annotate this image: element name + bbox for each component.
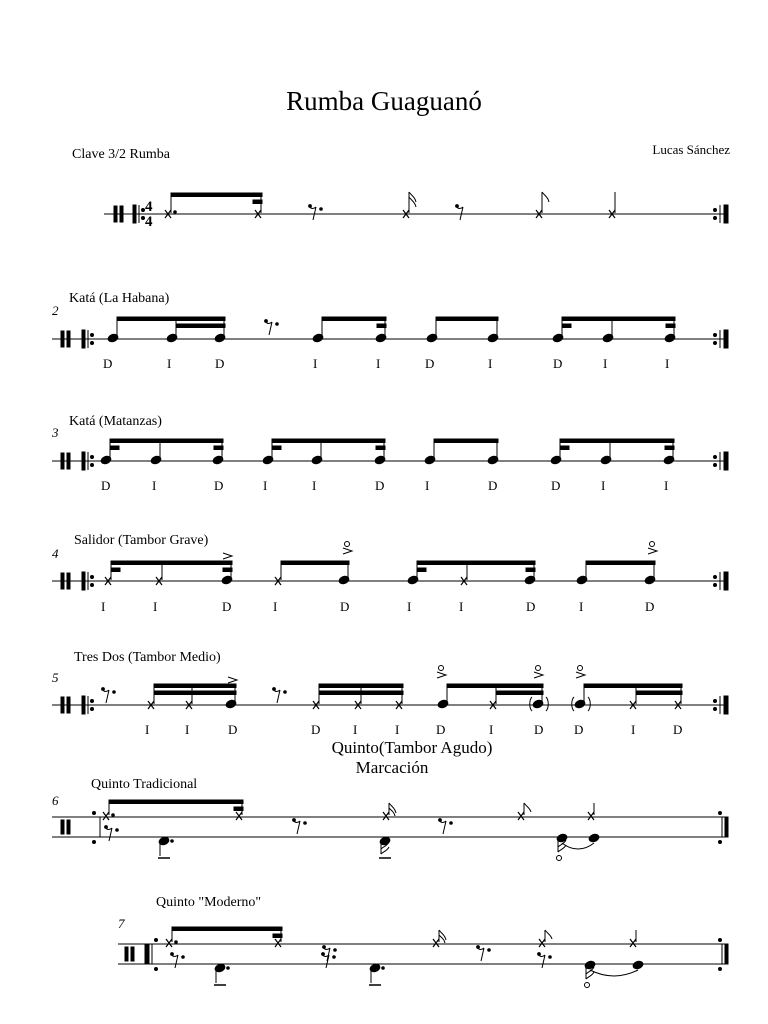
sticking-letter: D	[553, 356, 563, 371]
sticking-letter: I	[376, 356, 381, 371]
staff-label-kata-habana: Katá (La Habana)	[69, 291, 170, 306]
sticking-letter: D	[375, 478, 385, 493]
sticking-letter: D	[551, 478, 561, 493]
sticking-letter: D	[311, 722, 321, 737]
sticking-letter: I	[407, 599, 412, 614]
sticking-letter: I	[425, 478, 430, 493]
sticking-letter: D	[436, 722, 446, 737]
sticking-letter: I	[101, 599, 106, 614]
staff-salidor	[52, 542, 728, 591]
sticking-letter: D	[340, 599, 350, 614]
sticking-letter: D	[425, 356, 435, 371]
sticking-letter: I	[631, 722, 636, 737]
note-heads	[107, 333, 676, 343]
sticking-letter: I	[579, 599, 584, 614]
sticking-letter: I	[152, 478, 157, 493]
staff-label-kata-matanzas: Katá (Matanzas)	[69, 414, 162, 429]
sticking-letter: I	[353, 722, 358, 737]
sticking-letter: I	[665, 356, 670, 371]
sticking-letter: D	[103, 356, 113, 371]
sticking-letter: D	[645, 599, 655, 614]
sticking-letter: D	[214, 478, 224, 493]
sticking-letter: I	[153, 599, 158, 614]
score-title: Rumba Guaguanó	[286, 86, 482, 116]
sticking-letter: I	[313, 356, 318, 371]
staff-label-clave: Clave 3/2 Rumba	[72, 147, 170, 162]
staff-clave	[104, 192, 728, 230]
sticking-letter: I	[489, 722, 494, 737]
staff-label-salidor: Salidor (Tambor Grave)	[74, 533, 209, 548]
staff-label-tres-dos: Tres Dos (Tambor Medio)	[74, 650, 221, 665]
sticking-letter: D	[488, 478, 498, 493]
composer-name: Lucas Sánchez	[652, 142, 730, 157]
sticking-letter: I	[488, 356, 493, 371]
sticking-letter: I	[185, 722, 190, 737]
measure-number-4: 4	[52, 546, 59, 561]
staff-kata-matanzas	[52, 439, 728, 470]
sticking-letter: I	[312, 478, 317, 493]
sticking-letter: I	[664, 478, 669, 493]
sticking-letter: I	[459, 599, 464, 614]
measure-number-6: 6	[52, 793, 59, 808]
sticking-letter: D	[574, 722, 584, 737]
section-header-marcacion: Marcación	[355, 758, 429, 777]
sticking-letter: I	[263, 478, 268, 493]
sticking-letter: D	[101, 478, 111, 493]
sticking-letter: D	[228, 722, 238, 737]
sticking-letter: D	[534, 722, 544, 737]
staff-label-quinto-moderno: Quinto "Moderno"	[156, 895, 262, 910]
measure-number-2: 2	[52, 303, 59, 318]
time-signature-bottom: 4	[145, 214, 153, 230]
staff-quinto-moderno	[118, 927, 728, 988]
sticking-letter: D	[215, 356, 225, 371]
staff-kata-habana	[52, 317, 728, 348]
sticking-letter: D	[222, 599, 232, 614]
sticking-letter: I	[603, 356, 608, 371]
sticking-letter: I	[601, 478, 606, 493]
sticking-letter: D	[673, 722, 683, 737]
sticking-letter: D	[526, 599, 536, 614]
sticking-letter: I	[145, 722, 150, 737]
section-header-quinto: Quinto(Tambor Agudo)	[331, 738, 493, 757]
sticking-letter: I	[167, 356, 172, 371]
staff-quinto-tradicional	[52, 800, 728, 861]
staff-tres-dos	[52, 666, 728, 715]
measure-number-5: 5	[52, 670, 59, 685]
measure-number-7: 7	[118, 916, 125, 931]
measure-number-3: 3	[52, 425, 59, 440]
sticking-letter: I	[395, 722, 400, 737]
staff-label-quinto-tradicional: Quinto Tradicional	[91, 777, 198, 792]
sticking-letter: I	[273, 599, 278, 614]
time-signature-top: 4	[145, 199, 153, 215]
